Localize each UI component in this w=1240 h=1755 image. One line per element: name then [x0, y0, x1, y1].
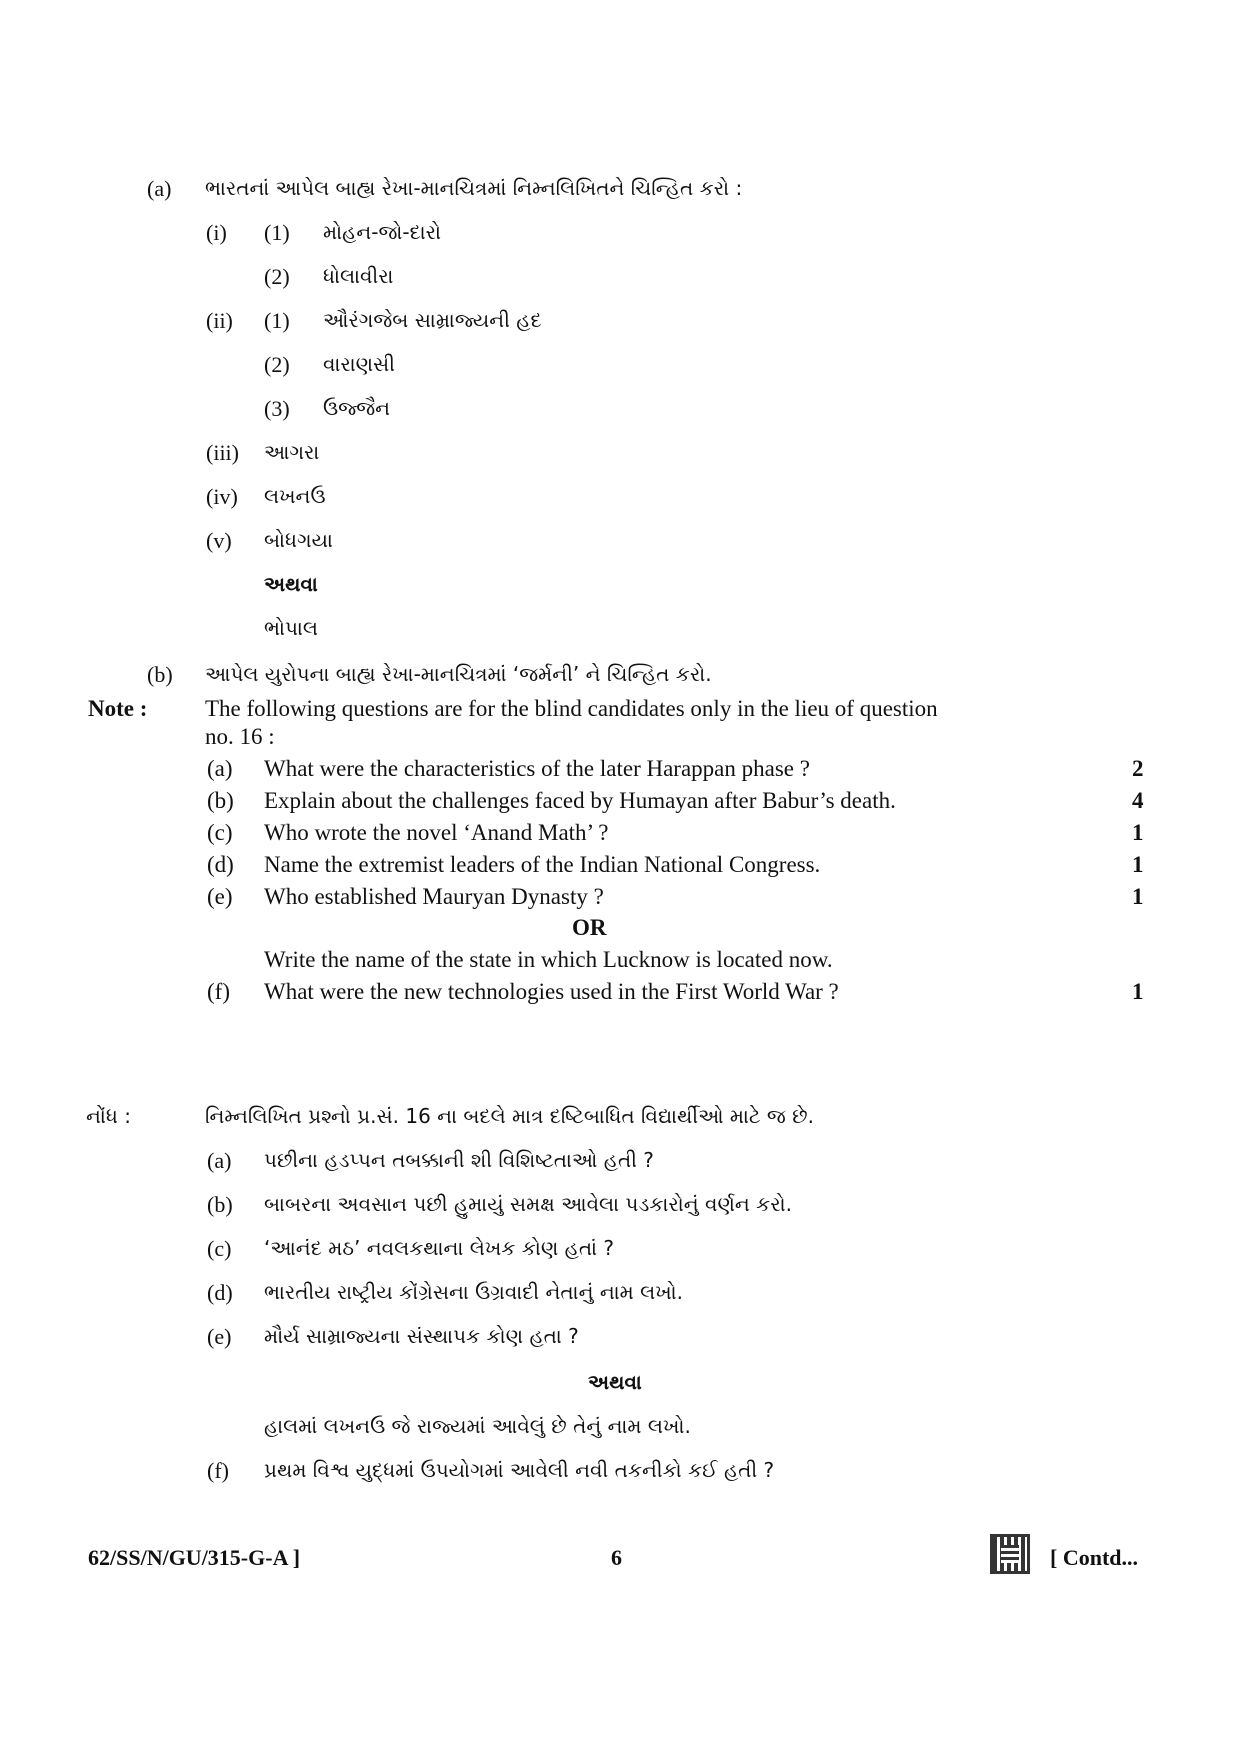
sub-label-v: (v) — [206, 528, 232, 553]
question-label: (f) — [207, 1458, 229, 1483]
marks: 1 — [1132, 820, 1144, 845]
note-label-gu: નોંધ : — [86, 1104, 131, 1128]
marks: 4 — [1132, 788, 1144, 813]
or-label: અથવા — [264, 572, 318, 596]
page-number: 6 — [611, 1545, 622, 1570]
item-text: ભોપાલ — [264, 616, 318, 640]
question-label: (a) — [207, 1148, 232, 1173]
note-label: Note : — [88, 696, 148, 721]
question-text: Explain about the challenges faced by Humayan after Babur’s death. — [264, 788, 896, 813]
question-text: ‘આનંદ મઠ’ નવલકથાના લેખક કોણ હતાં ? — [264, 1236, 615, 1260]
question-text-a: ભારતનાં આપેલ બાહ્ય રેખા-માનચિત્રમાં નિમ્નલિખિતને ચિન્હિત કરો : — [205, 176, 743, 200]
qr-code-icon — [990, 1534, 1030, 1574]
item-text: ઔરંગજેબ સામ્રાજ્યની હદ — [323, 308, 542, 332]
item-text: ઉજ્જૈન — [323, 396, 391, 420]
question-text: ભારતીય રાષ્ટ્રીય કોંગ્રેસના ઉગ્રવાદી નેતાનું નામ લખો. — [264, 1280, 684, 1304]
question-text: What were the new technologies used in the First World War ? — [264, 979, 839, 1004]
question-label: (e) — [207, 884, 233, 909]
item-text: વારાણસી — [323, 352, 395, 376]
item-text: ધોલાવીરા — [323, 264, 394, 288]
question-label: (e) — [207, 1324, 232, 1349]
sub-label-iv: (iv) — [206, 484, 238, 509]
question-label: (d) — [207, 1280, 233, 1305]
item-num: (1) — [264, 308, 290, 333]
item-num: (3) — [264, 396, 290, 421]
question-label: (c) — [207, 820, 233, 845]
contd-label: [ Contd... — [1050, 1545, 1139, 1570]
question-text: What were the characteristics of the later Harappan phase ? — [264, 756, 810, 781]
marks: 1 — [1132, 852, 1144, 877]
item-text: આગરા — [264, 440, 320, 464]
item-text: બોધગયા — [264, 528, 333, 552]
question-label-b: (b) — [147, 662, 173, 687]
question-label: (d) — [207, 852, 234, 877]
question-text: પ્રથમ વિશ્વ યુદ્ધમાં ઉપયોગમાં આવેલી નવી તકનીકો કઈ હતી ? — [264, 1458, 775, 1482]
item-text: મોહન-જો-દારો — [323, 220, 442, 244]
item-num: (2) — [264, 264, 290, 289]
question-text-b: આપેલ યુરોપના બાહ્ય રેખા-માનચિત્રમાં ‘જર્મની’ ને ચિન્હિત કરો. — [205, 662, 712, 686]
marks: 1 — [1132, 884, 1144, 909]
or-text: Write the name of the state in which Lucknow is located now. — [264, 947, 833, 972]
note-intro-gu: નિમ્નલિખિત પ્રશ્નો પ્ર.સં. 16 ના બદલે માત્ર દષ્ટિબાધિત વિદ્યાર્થીઓ માટે જ છે. — [205, 1104, 814, 1128]
paper-code: 62/SS/N/GU/315-G-A ] — [88, 1545, 301, 1570]
marks: 1 — [1132, 979, 1144, 1004]
question-text: પછીના હડપ્પન તબક્કાની શી વિશિષ્ટતાઓ હતી ? — [264, 1148, 654, 1172]
or-label: OR — [572, 915, 607, 940]
question-label: (b) — [207, 788, 234, 813]
question-label: (c) — [207, 1236, 232, 1261]
question-label: (f) — [207, 979, 230, 1004]
note-line-1: The following questions are for the blind candidates only in the lieu of question — [205, 696, 938, 721]
question-text: મૌર્ય સામ્રાજ્યના સંસ્થાપક કોણ હતા ? — [264, 1324, 579, 1348]
question-label: (a) — [207, 756, 233, 781]
sub-label-i: (i) — [206, 220, 227, 245]
sub-label-iii: (iii) — [206, 440, 239, 465]
question-text: Who wrote the novel ‘Anand Math’ ? — [264, 820, 609, 845]
item-text: લખનઉ — [264, 484, 326, 508]
note-line-2: no. 16 : — [205, 724, 275, 749]
or-label: અથવા — [588, 1370, 642, 1394]
item-num: (2) — [264, 352, 290, 377]
question-text: બાબરના અવસાન પછી હુમાયું સમક્ષ આવેલા પડકારોનું વર્ણન કરો. — [264, 1192, 792, 1216]
question-label: (b) — [207, 1192, 233, 1217]
marks: 2 — [1132, 756, 1144, 781]
or-text: હાલમાં લખનઉ જે રાજ્યમાં આવેલું છે તેનું નામ લખો. — [264, 1414, 691, 1438]
sub-label-ii: (ii) — [206, 308, 233, 333]
question-text: Name the extremist leaders of the Indian National Congress. — [264, 852, 821, 877]
question-text: Who established Mauryan Dynasty ? — [264, 884, 604, 909]
item-num: (1) — [264, 220, 290, 245]
question-label-a: (a) — [147, 176, 172, 201]
